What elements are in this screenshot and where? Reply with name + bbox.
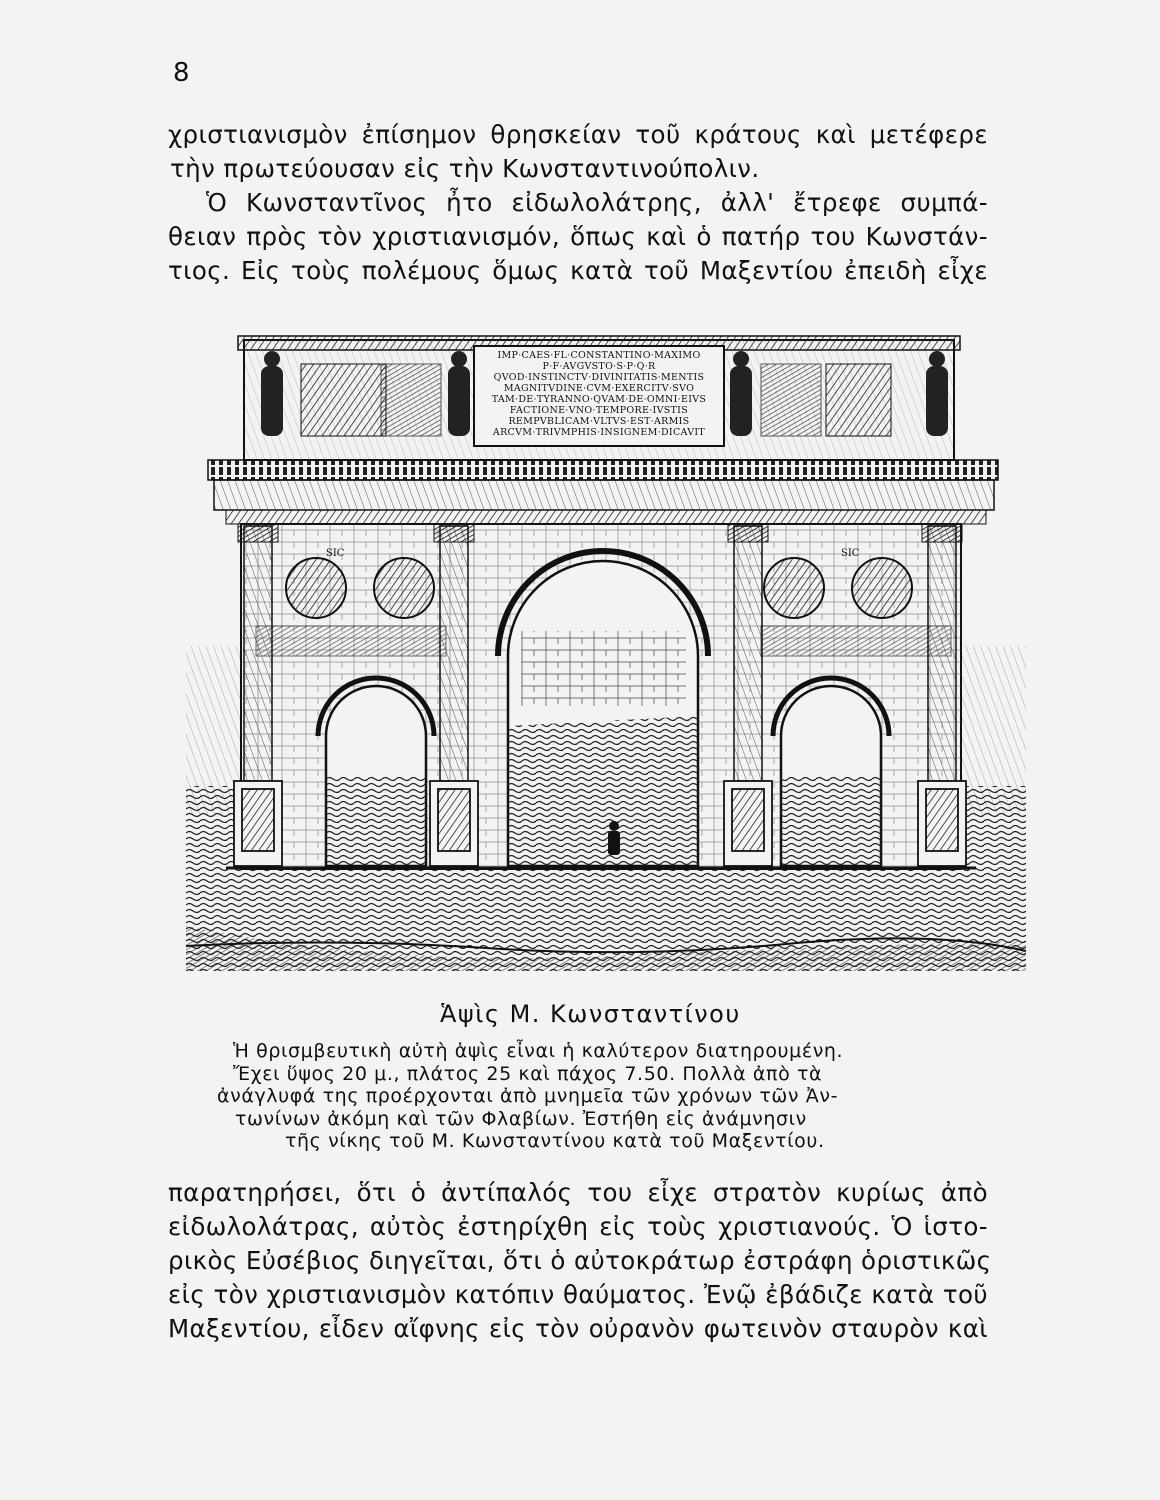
text-line: εἰς τὸν χριστιανισμὸν κατόπιν θαύματος. Ἐνῷ ἐβάδιζε κατὰ τοῦ xyxy=(168,1280,988,1309)
caption-line: τωνίνων ἀκόμη καὶ τῶν Φλαβίων. Ἐστήθη εἰς ἀνάμνησιν xyxy=(235,1107,807,1130)
text-line: Μαξεντίου, εἶδεν αἴφνης εἰς τὸν οὐρανὸν φωτεινὸν σταυρὸν καὶ xyxy=(168,1314,988,1343)
page-number: 8 xyxy=(173,58,190,88)
inscription-line: FACTIONE·VNO·TEMPORE·IVSTIS xyxy=(509,405,689,416)
figure-caption-body xyxy=(205,1040,990,1153)
inscription-line: QVOD·INSTINCTV·DIVINITATIS·MENTIS xyxy=(493,372,705,383)
paragraph-bottom xyxy=(168,1176,992,1346)
figure-caption-title: Ἁψὶς Μ. Κωνσταντίνου xyxy=(440,1000,741,1028)
inscription-line: TAM·DE·TYRANNO·QVAM·DE·OMNI·EIVS xyxy=(491,394,707,405)
text-line: τὴν πρωτεύουσαν εἰς τὴν Κωνσταντινούπολιν. xyxy=(170,154,760,183)
text-line: χριστιανισμὸν ἐπίσημον θρησκείαν τοῦ κράτους καὶ μετέφερε xyxy=(168,120,988,149)
text-line: θειαν πρὸς τὸν χριστιανισμόν, ὅπως καὶ ὁ πατήρ του Κωνστάν- xyxy=(168,222,988,251)
text-line: Ὁ Κωνσταντῖνος ἦτο εἰδωλολάτρης, ἀλλ' ἔτρεφε συμπά- xyxy=(206,188,988,217)
paragraph-top xyxy=(168,118,988,288)
text-line: εἰδωλολάτρας, αὐτὸς ἐστηρίχθη εἰς τοὺς χριστιανούς. Ὁ ἱστο- xyxy=(168,1212,988,1241)
inscription-line: P·F·AVGVSTO·S·P·Q·R xyxy=(542,361,656,372)
inscription-line: ARCVM·TRIVMPHIS·INSIGNEM·DICAVIT xyxy=(492,427,706,438)
inscription-line: REMPVBLICAM·VLTVS·EST·ARMIS xyxy=(508,416,690,427)
caption-line: ἀνάγλυφά της προέρχονται ἀπὸ μνημεῖα τῶν χρόνων τῶν Ἀν- xyxy=(217,1085,839,1107)
text-line: ρικὸς Εὐσέβιος διηγεῖται, ὅτι ὁ αὐτοκράτωρ ἐστράφη ὁριστικῶς xyxy=(168,1246,992,1275)
inscription-line: IMP·CAES·FL·CONSTANTINO·MAXIMO xyxy=(497,350,701,361)
text-line: παρατηρήσει, ὅτι ὁ ἀντίπαλός του εἶχε στρατὸν κυρίως ἀπὸ xyxy=(168,1178,988,1207)
caption-line: Ἔχει ὕψος 20 μ., πλάτος 25 καὶ πάχος 7.50. Πολλὰ ἀπὸ τὰ xyxy=(233,1062,823,1085)
person-figure xyxy=(608,821,620,855)
caption-line: τῆς νίκης τοῦ Μ. Κωνσταντίνου κατὰ τοῦ Μαξεντίου. xyxy=(285,1130,825,1152)
panel-letters-right: SIC xyxy=(841,548,860,559)
caption-line: Ἡ θρισμβευτικὴ αὐτὴ ἁψὶς εἶναι ἡ καλύτερον διατηρουμένη. xyxy=(233,1040,844,1062)
arch-of-constantine-illustration xyxy=(186,326,1026,971)
inscription-line: MAGNITVDINE·CVM·EXERCITV·SVO xyxy=(503,383,695,394)
text-line: τιος. Εἰς τοὺς πολέμους ὅμως κατὰ τοῦ Μαξεντίου ἐπειδὴ εἶχε xyxy=(168,256,988,285)
arch-engraving xyxy=(186,326,1026,971)
panel-letters-left: SIC xyxy=(326,548,345,559)
